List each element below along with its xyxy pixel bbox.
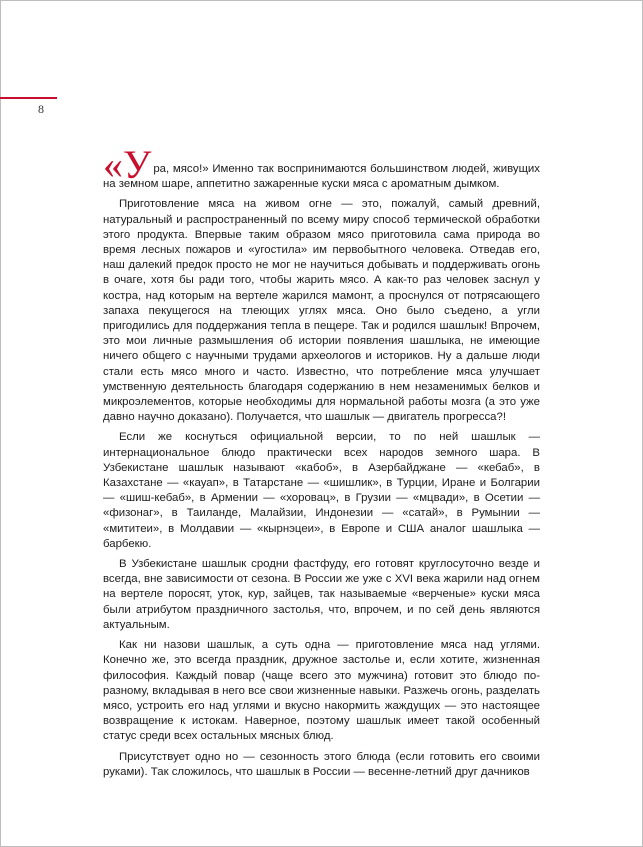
- paragraph-text: ра, мясо!» Именно так воспринимаются большинством людей, живущих на земном шаре, аппетитно зажаренные куски мяса с ароматным дымком.: [103, 163, 540, 191]
- paragraph: В Узбекистане шашлык сродни фастфуду, его готовят круглосуточно везде и всегда, вне зависимости от сезона. В России же уже с XVI века жарили над огнем на вертеле поросят, уток, кур, зайцев, так называемые «верченые» куски мяса были атрибутом праздничного застолья, что, впрочем, и по сей день являются актуальным.: [103, 558, 540, 631]
- paragraph: [103, 142, 540, 192]
- drop-cap: «У: [103, 142, 152, 187]
- paragraph: Если же коснуться официальной версии, то по ней шашлык — интернациональное блюдо практически всех народов земного шара. В Узбекистане шашлык называют «кабоб», в Азербайджане — «кебаб», в Казахстане — «кауап», в Татарстане — «шишлик», в Турции, Иране и Болгарии — «шиш-кебаб», в Армении — «хоровац», в Грузии — «мцвади», в Осетии — «физонаг», в Таиланде, Малайзии, Индонезии — «сатай», в Румынии — «мититеи», в Молдавии — «кырнэцеи», в Европе и США аналог шашлыка — барбекю.: [103, 431, 540, 550]
- accent-rule: [0, 97, 57, 99]
- article-body: [103, 142, 540, 780]
- paragraph: Как ни назови шашлык, а суть одна — приготовление мяса над углями. Конечно же, это всегда праздник, дружное застолье и, если хотите, жизненная философия. Каждый повар (чаще всего это мужчина) готовит это блюдо по-разному, вкладывая в него все свои жизненные навыки. Разжечь огонь, разделать мясо, устроить его над углями и вкусно накормить жаждущих — это настоящее возвращение к истокам. Наверное, поэтому шашлык имеет такой особенный статус среди всех остальных мясных блюд.: [103, 639, 540, 743]
- page-number: 8: [38, 102, 44, 116]
- paragraph: Присутствует одно но — сезонность этого блюда (если готовить его своими руками). Так сложилось, что шашлык в России — весенне-летний друг дачников: [103, 750, 540, 778]
- paragraph: Приготовление мяса на живом огне — это, пожалуй, самый древний, натуральный и распространенный по всему миру способ термической обработки этого продукта. Впервые таким образом мясо приготовила сама природа во время лесных пожаров и «угостила» им первобытного человека. Отведав его, наш далекий предок просто не мог не научиться добывать и поддерживать огонь в очаге, хотя бы ради того, чтобы жарить мясо. А как-то раз человек заснул у костра, над которым на вертеле жарился мамонт, а проснулся от потрясающего запаха пекущегося на тлеющих углях мяса. Оно было съедено, а угли пригодились для поддержания тепла в пещере. Так и родился шашлык! Впрочем, это мои личные размышления об истории появления шашлыка, не имеющие ничего общего с научными трудами археологов и историков. Ну а дальше люди стали есть мясо много и часто. Известно, что потребление мяса улучшает умственную деятельность благодаря содержанию в нем незаменимых белков и микроэлементов, которые необходимы для нормальной работы мозга (а это уже давно научно доказано). Получается, что шашлык — двигатель прогресса?!: [103, 198, 540, 424]
